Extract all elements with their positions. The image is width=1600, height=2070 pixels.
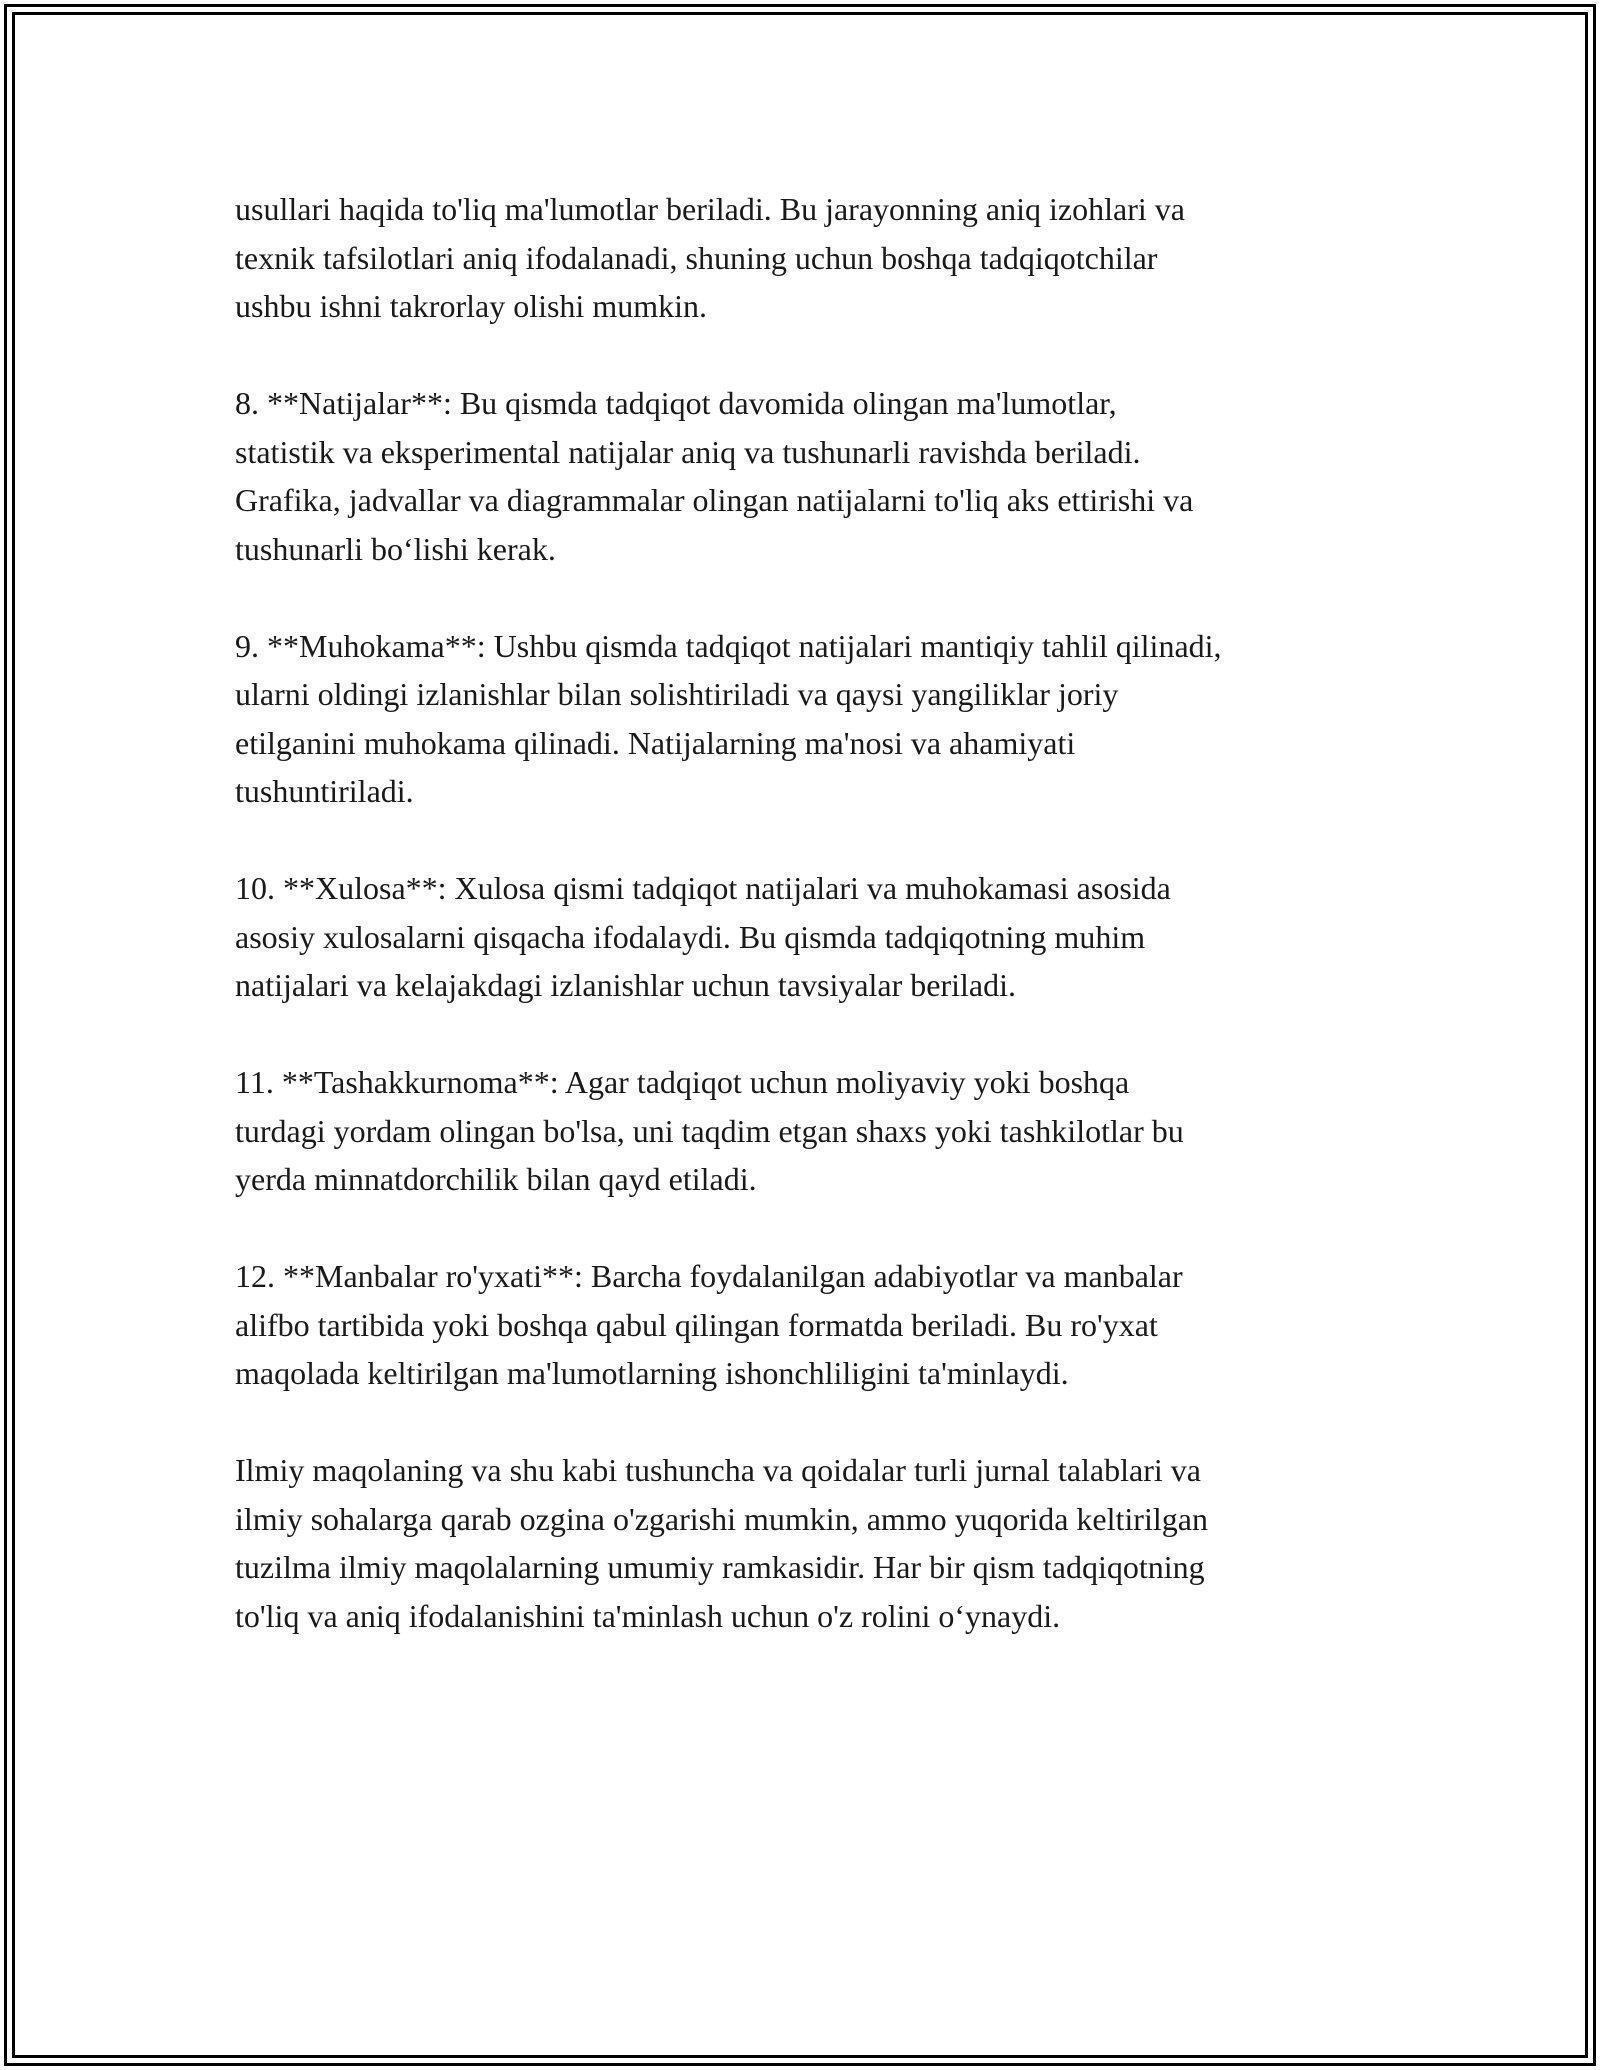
paragraph-methods-continued: usullari haqida to'liq ma'lumotlar beriladi. Bu jarayonning aniq izohlari va texnik tafsilotlari aniq ifodalanadi, shuning uchun boshqa tadqiqotchilar ushbu ishni takrorlay olishi mumkin. (235, 191, 1185, 324)
paragraph-acknowledgements: 11. **Tashakkurnoma**: Agar tadqiqot uchun moliyaviy yoki boshqa turdagi yordam olingan bo'lsa, uni taqdim etgan shaxs yoki tashkilotlar bu yerda minnatdorchilik bilan qayd etiladi. (235, 1064, 1184, 1197)
page-content (235, 185, 1415, 1689)
paragraph-conclusion: 10. **Xulosa**: Xulosa qismi tadqiqot natijalari va muhokamasi asosida asosiy xulosalarni qisqacha ifodalaydi. Bu qismda tadqiqotning muhim natijalari va kelajakdagi izlanishlar uchun tavsiyalar beriladi. (235, 870, 1171, 1003)
paragraph-results: 8. **Natijalar**: Bu qismda tadqiqot davomida olingan ma'lumotlar, statistik va eksperimental natijalar aniq va tushunarli ravishda beriladi. Grafika, jadvallar va diagrammalar olingan natijalarni to'liq aks ettirishi va tushunarli bo‘lishi kerak. (235, 385, 1194, 567)
paragraph-closing: Ilmiy maqolaning va shu kabi tushuncha va qoidalar turli jurnal talablari va ilmiy sohalarga qarab ozgina o'zgarishi mumkin, ammo yuqorida keltirilgan tuzilma ilmiy maqolalarning umumiy ramkasidir. Har bir qism tadqiqotning to'liq va aniq ifodalanishini ta'minlash uchun o'z rolini o‘ynaydi. (235, 1452, 1208, 1634)
paragraph-discussion: 9. **Muhokama**: Ushbu qismda tadqiqot natijalari mantiqiy tahlil qilinadi, ularni oldingi izlanishlar bilan solishtiriladi va qaysi yangiliklar joriy etilganini muhokama qilinadi. Natijalarning ma'nosi va ahamiyati tushuntiriladi. (235, 627, 1222, 809)
paragraph-references: 12. **Manbalar ro'yxati**: Barcha foydalanilgan adabiyotlar va manbalar alifbo tartibida yoki boshqa qabul qilingan formatda beriladi. Bu ro'yxat maqolada keltirilgan ma'lumotlarning ishonchliligini ta'minlaydi. (235, 1258, 1183, 1391)
